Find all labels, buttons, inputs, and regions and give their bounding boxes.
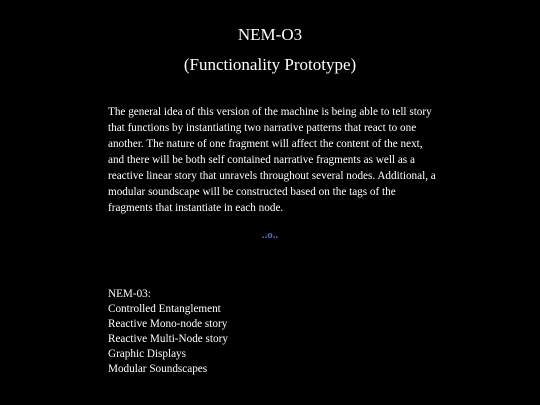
feature-list xyxy=(108,287,408,377)
feature-item: Modular Soundscapes xyxy=(108,363,208,375)
feature-item: Reactive Multi-Node story xyxy=(108,333,228,345)
section-separator: ..o.. xyxy=(261,229,279,241)
feature-item: Controlled Entanglement xyxy=(108,303,221,315)
page-subtitle: (Functionality Prototype) xyxy=(183,55,357,74)
page-title: NEM-O3 xyxy=(237,25,303,44)
feature-item: Reactive Mono-node story xyxy=(108,318,228,330)
feature-list-heading: NEM-03: xyxy=(108,288,151,300)
description-paragraph: The general idea of this version of the machine is being able to tell story that functions by instantiating two narrative patterns that react to one another. The nature of one fragment will affect the content of the next, and there will be both self contained narrative fragments as well as a reactive linear story that unravels throughout several nodes. Additional, a modular soundscape will be constructed based on the tags of the fragments that instantiate in each node. xyxy=(108,106,436,214)
feature-item: Graphic Displays xyxy=(108,348,186,360)
